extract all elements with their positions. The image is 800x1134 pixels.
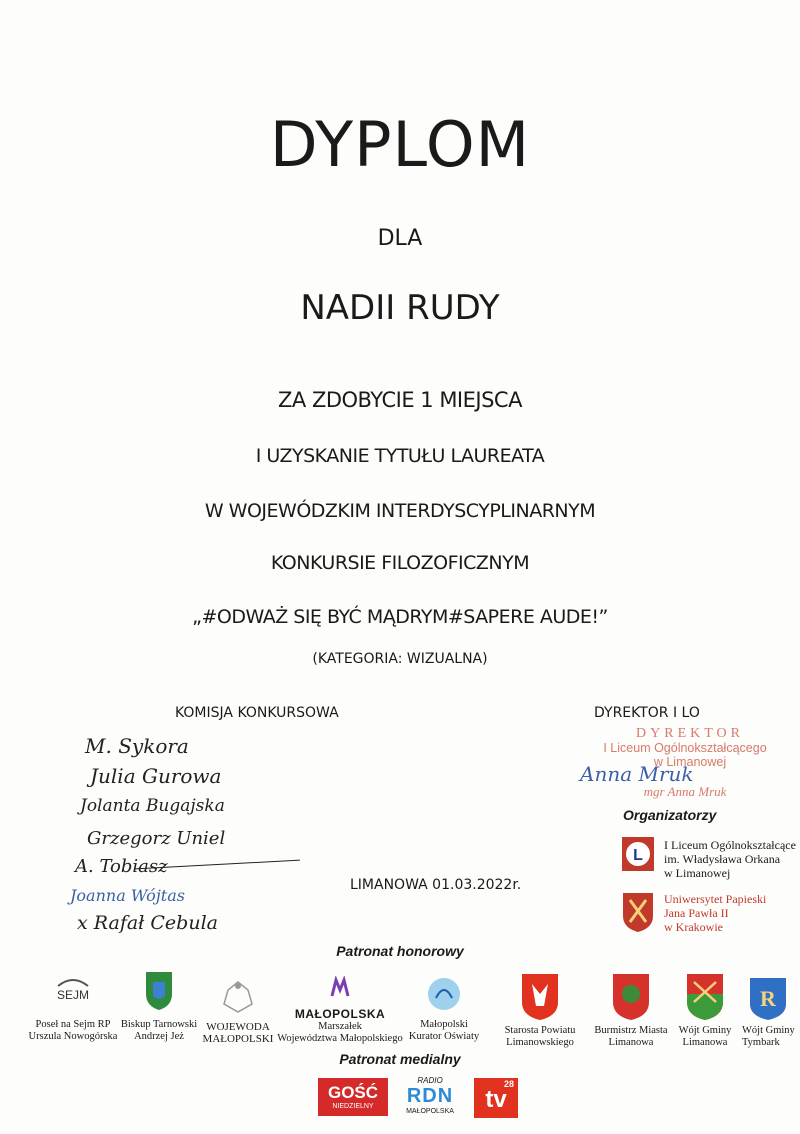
committee-signatures (70, 730, 335, 940)
signature-1: M. Sykora (85, 734, 189, 758)
powiat-coat-of-arms-icon (494, 972, 586, 1020)
stamp-line-2: w Limanowej (653, 755, 727, 769)
malopolska-wordmark: MAŁOPOLSKA (294, 1007, 386, 1021)
svg-text:L: L (633, 847, 643, 864)
malopolska-logo (276, 976, 404, 1045)
award-line-2: I UZYSKANIE TYTUŁU LAUREATA (255, 445, 545, 467)
diploma-title: DYPLOM (269, 108, 531, 181)
radio-rdn-logo (396, 1076, 464, 1124)
caption-line: Limanowskiego (506, 1037, 574, 1048)
award-line-1: ZA ZDOBYCIE 1 MIEJSCA (278, 388, 522, 412)
sejm-logo-icon (28, 972, 118, 1012)
stamp-title: DYREKTOR (636, 726, 744, 741)
gosc-sub: NIEDZIELNY (332, 1103, 374, 1110)
malopolska-logo-icon (276, 976, 404, 1002)
powiat-logo (494, 972, 586, 1049)
organizer-2-line-2: Jana Pawła II (664, 906, 729, 920)
organizer-2 (620, 890, 656, 939)
school-logo-icon (620, 835, 656, 875)
caption-line: Starosta Powiatu (504, 1025, 576, 1036)
gmina-limanowa-coat-of-arms-icon (672, 972, 738, 1020)
caption-line: Urszula Nowogórska (28, 1031, 118, 1042)
caption-line: Kurator Oświaty (408, 1031, 480, 1042)
stamp-name: mgr Anna Mruk (643, 784, 727, 799)
tv28-logo (474, 1078, 518, 1118)
organizer-2-line-1: Uniwersytet Papieski (664, 892, 767, 906)
committee-heading: KOMISJA KONKURSOWA (175, 705, 339, 721)
category-label: (KATEGORIA: WIZUALNA) (312, 651, 488, 667)
bishop-caption (120, 1019, 198, 1043)
tv28-wordmark: tv (485, 1086, 507, 1113)
organizer-1-line-1: I Liceum Ogólnokształcące (664, 838, 796, 852)
signature-6: Joanna Wójtas (70, 886, 185, 905)
signature-4: Grzegorz Uniel (87, 828, 226, 849)
caption-line: Województwa Małopolskiego (277, 1033, 403, 1044)
kurator-caption (406, 1019, 482, 1043)
tymbark-logo (738, 976, 798, 1049)
rdn-sub: MAŁOPOLSKA (406, 1108, 454, 1115)
signature-3: Jolanta Bugajska (80, 796, 225, 816)
caption-line: Poseł na Sejm RP (35, 1019, 111, 1030)
caption-line: Wójt Gminy (678, 1025, 732, 1036)
limanowa-logo (588, 972, 674, 1049)
polish-eagle-icon (196, 976, 280, 1016)
caption-line: WOJEWODA (206, 1021, 270, 1033)
rdn-wordmark: RDN (406, 1085, 454, 1107)
award-line-4: KONKURSIE FILOZOFICZNYM (270, 552, 530, 574)
limanowa-caption (588, 1025, 674, 1049)
caption-line: Biskup Tarnowski (120, 1019, 198, 1030)
gmina-limanowa-caption (672, 1025, 738, 1049)
director-heading: DYREKTOR I LO (594, 705, 700, 721)
caption-line: Tymbark (742, 1037, 780, 1048)
svg-text:R: R (760, 986, 776, 1011)
bishop-logo (120, 968, 198, 1043)
for-label: DLA (377, 226, 423, 251)
kurator-logo (406, 972, 482, 1043)
wojewoda-caption (196, 1021, 280, 1045)
organizer-2-line-3: w Krakowie (664, 920, 723, 934)
organizer-1-text (664, 838, 800, 880)
sejm-caption (28, 1019, 118, 1043)
recipient-name: NADII RUDY (300, 288, 500, 328)
wojewoda-logo (196, 976, 280, 1045)
award-line-3: W WOJEWÓDZKIM INTERDYSCYPLINARNYM (204, 500, 596, 522)
organizer-1 (620, 835, 656, 880)
organizer-2-text (664, 892, 800, 934)
gosc-wordmark: GOŚĆ (327, 1083, 379, 1102)
caption-line: Marszałek (318, 1021, 362, 1032)
rdn-top: RADIO (417, 1076, 443, 1085)
honorary-logos (28, 972, 798, 1052)
organizer-1-line-2: im. Władysława Orkana (664, 852, 781, 866)
signature-5: A. Tobiasz (75, 856, 168, 877)
caption-line: Wójt Gminy (742, 1025, 795, 1036)
sejm-logo (28, 972, 118, 1043)
place-date: LIMANOWA 01.03.2022r. (350, 877, 522, 893)
signature-7: x Rafał Cebula (77, 912, 218, 934)
university-crest-icon (620, 890, 656, 934)
caption-line: Limanowa (608, 1037, 654, 1048)
caption-line: Andrzej Jeż (134, 1031, 184, 1042)
tv28-number: 28 (503, 1079, 514, 1089)
honorary-patronage-label: Patronat honorowy (336, 943, 464, 959)
svg-text:SEJM: SEJM (56, 988, 90, 1002)
caption-line: Małopolski (420, 1019, 468, 1030)
bishop-coat-of-arms-icon (120, 968, 198, 1014)
gosc-logo (318, 1078, 388, 1116)
limanowa-coat-of-arms-icon (588, 972, 674, 1020)
director-signature: Anna Mruk (580, 762, 694, 786)
organizer-1-line-3: w Limanowej (664, 866, 731, 880)
tymbark-coat-of-arms-icon (738, 976, 798, 1020)
signature-2: Julia Gurowa (90, 764, 222, 788)
gmina-limanowa-logo (672, 972, 738, 1049)
caption-line: MAŁOPOLSKI (202, 1033, 274, 1045)
caption-line: Limanowa (682, 1037, 728, 1048)
powiat-caption (494, 1025, 586, 1049)
media-patronage-label: Patronat medialny (339, 1051, 461, 1067)
tymbark-caption (738, 1025, 798, 1049)
kurator-logo-icon (406, 972, 482, 1014)
contest-motto: „#ODWAŻ SIĘ BYĆ MĄDRYM#SAPERE AUDE!” (192, 606, 608, 628)
stamp-line-1: I Liceum Ogólnokształcącego (603, 741, 767, 755)
malopolska-caption (276, 1021, 404, 1045)
organizers-heading: Organizatorzy (623, 807, 717, 823)
caption-line: Burmistrz Miasta (594, 1025, 668, 1036)
